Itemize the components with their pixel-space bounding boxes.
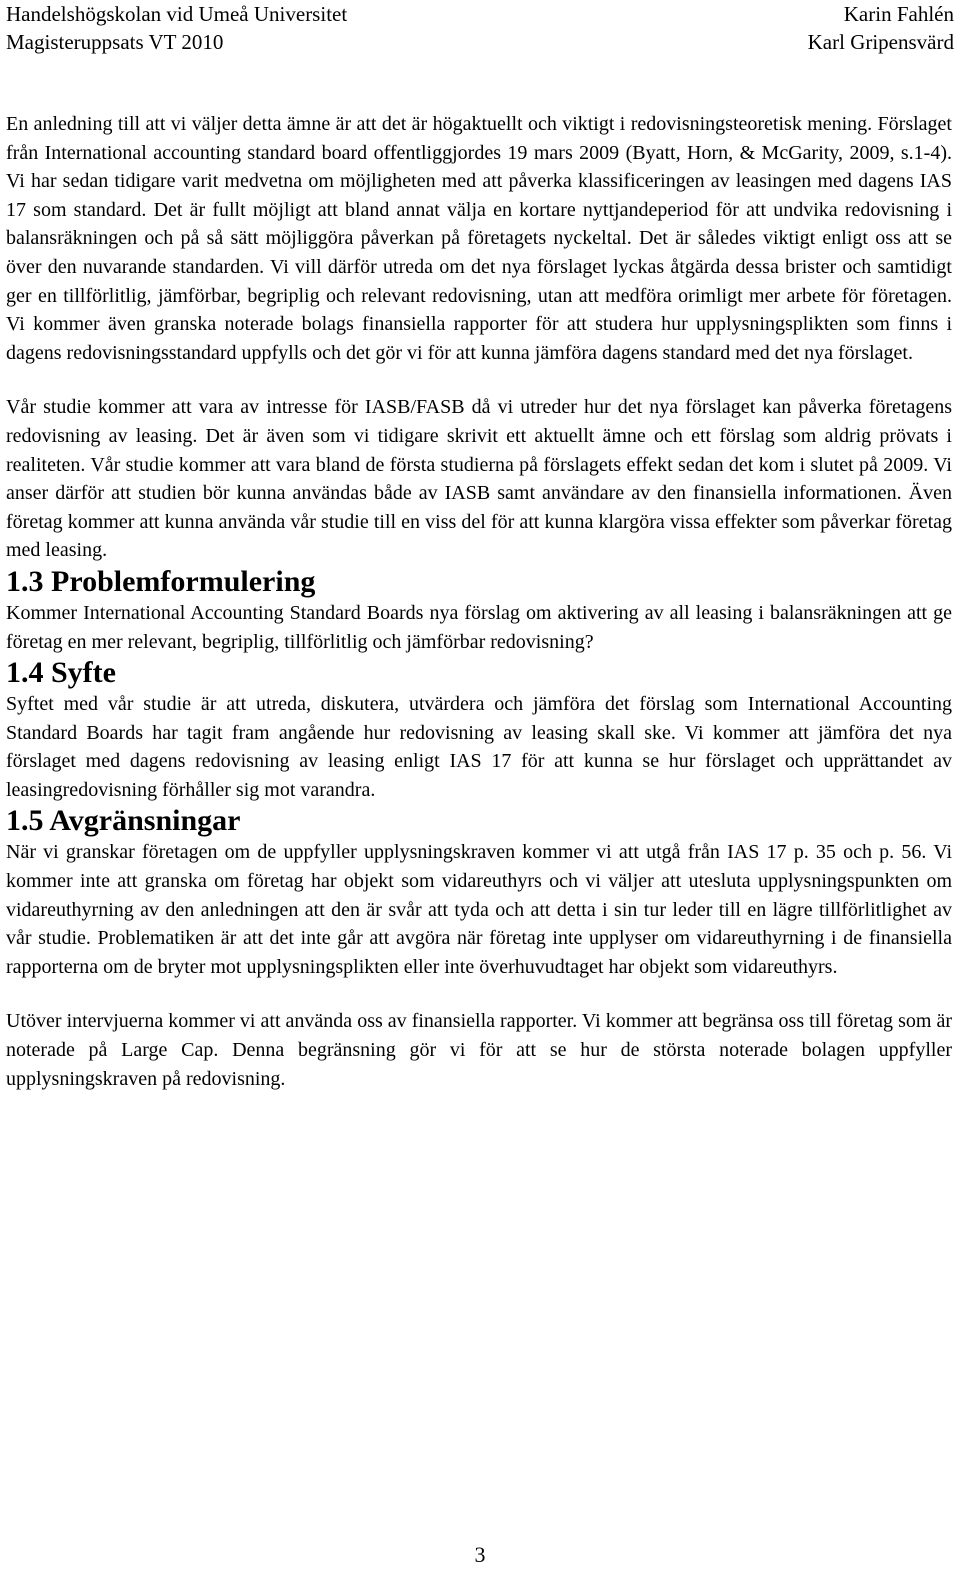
header-right <box>808 0 954 56</box>
paragraph-relevance: Vår studie kommer att vara av intresse för IASB/FASB då vi utreder hur det nya förslaget kan påverka företagens redovisning av leasing. Det är även som vi tidigare skrivit ett aktuellt ämne och ett förslag som aldrig prövats i realiteten. Vår studie kommer att vara bland de första studierna på förslagets effekt sedan det kom i slutet på 2009. Vi anser därför att studien bör kunna användas både av IASB samt användare av den finansiella informationen. Även företag kommer att kunna använda vår studie till en viss del för att kunna klargöra vissa effekter som påverkar företag med leasing. <box>6 396 952 562</box>
section-heading-problem: 1.3 Problemformulering <box>6 564 316 598</box>
page-number: 3 <box>474 1542 486 1567</box>
header-author-1: Karin Fahlén <box>843 2 954 26</box>
section-heading-purpose: 1.4 Syfte <box>6 656 116 690</box>
paragraph-purpose: Syftet med vår studie är att utreda, diskutera, utvärdera och jämföra det förslag som International Accounting Standard Boards har tagit fram angående hur redovisning av leasing skall ske. Vi kommer att jämföra det nya förslaget med dagens redovisning av leasing enligt IAS 17 för att kunna se hur förslaget och upprättandet av leasingredovisning förhåller sig mot varandra. <box>6 693 952 801</box>
header-author-2: Karl Gripensvärd <box>807 30 954 54</box>
header-course: Magisteruppsats VT 2010 <box>6 30 224 54</box>
paragraph-delimitations-1: När vi granskar företagen om de uppfyller upplysningskraven kommer vi att utgå från IAS 17 p. 35 och p. 56. Vi kommer inte att granska om företag har objekt som vidareuthyrs och vi väljer att utesluta upplysningspunkten om vidareuthyrning av den anledningen att den är svår att tyda och att detta i sin tur leder till en lägre tillförlitlighet av vår studie. Problematiken är att det inte går att avgöra när företag inte upplyser om vidareuthyrning i de finansiella rapporterna om de bryter mot upplysningsplikten eller inte överhuvudtaget har objekt som vidareuthyrs. <box>6 841 952 978</box>
paragraph-delimitations-2: Utöver intervjuerna kommer vi att använda oss av finansiella rapporter. Vi kommer att begränsa oss till företag som är noterade på Large Cap. Denna begränsning gör vi för att se hur de största noterade bolagen uppfyller upplysningskraven på redovisning. <box>6 1010 952 1090</box>
paragraph-problem: Kommer International Accounting Standard Boards nya förslag om aktivering av all leasing i balansräkningen att ge företag en mer relevant, begriplig, tillförlitlig och jämförbar redovisning? <box>6 601 952 653</box>
section-heading-delimitations: 1.5 Avgränsningar <box>6 804 241 838</box>
header-institution: Handelshögskolan vid Umeå Universitet <box>6 2 348 26</box>
body-text <box>6 110 952 1093</box>
paragraph-motivation: En anledning till att vi väljer detta ämne är att det är högaktuellt och viktigt i redovisningsteoretisk mening. Förslaget från International accounting standard board offentliggjordes 19 mars 2009 (Byatt, Horn, & McGarity, 2009, s.1-4). Vi har sedan tidigare varit medvetna om möjligheten med att påverka klassificeringen av leasingen med dagens IAS 17 som standard. Det är fullt möjligt att bland annat välja en kortare nyttjandeperiod för att undvika redovisning i balansräkningen och på så sätt möjliggöra påverkan på företagets nyckeltal. Det är således viktigt enligt oss att se över den nuvarande standarden. Vi vill därför utreda om det nya förslaget lyckas åtgärda dessa brister och samtidigt ger en tillförlitlig, jämförbar, begriplig och relevant redovisning, utan att medföra orimligt mer arbete för företagen. Vi kommer även granska noterade bolags finansiella rapporter för att studera hur upplysningsplikten som finns i dagens redovisningsstandard uppfylls och det gör vi för att kunna jämföra dagens standard med det nya förslaget. <box>6 113 952 364</box>
running-header <box>6 0 954 70</box>
header-left <box>6 0 347 56</box>
